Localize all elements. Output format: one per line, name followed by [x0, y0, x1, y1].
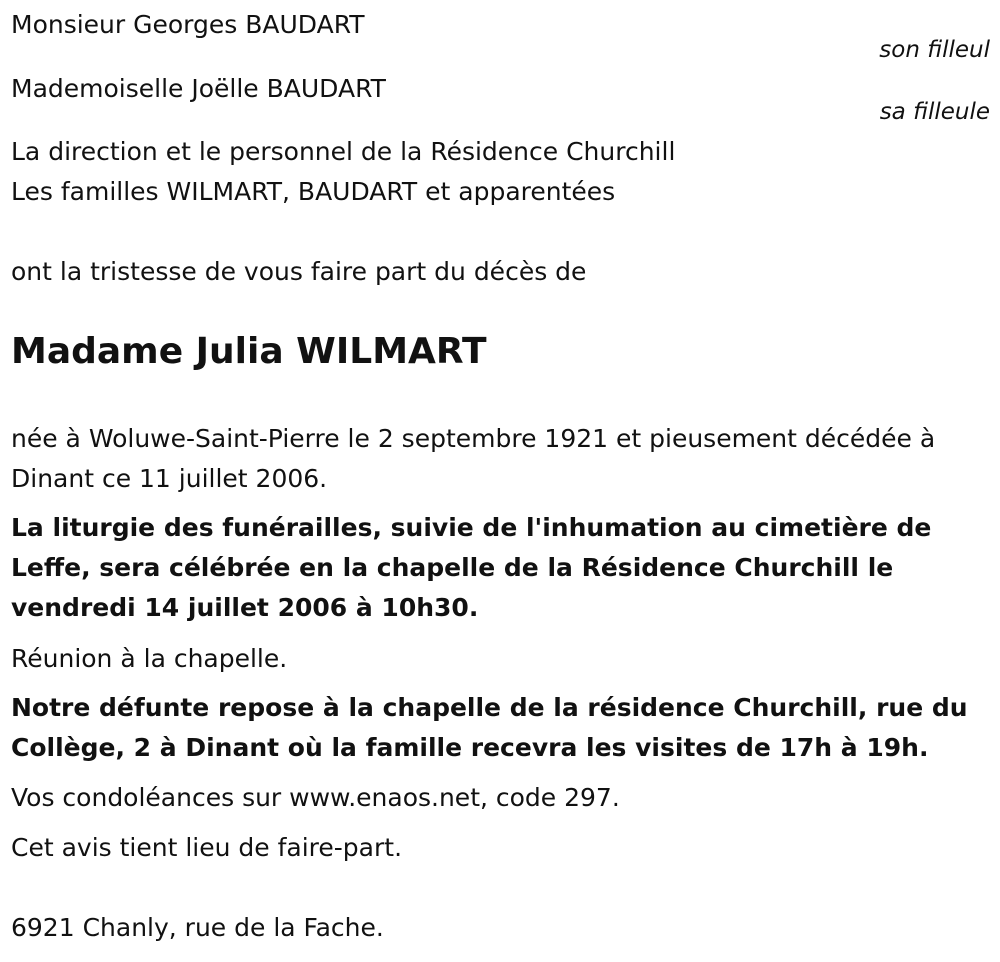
signatory-relation: sa filleule [879, 99, 990, 125]
notice-text: Cet avis tient lieu de faire-part. [11, 833, 403, 862]
birth-death-text: née à Woluwe-Saint-Pierre le 2 septembre 1921 et pieusement décédée à Dinant ce 11 juillet 2006. [11, 424, 936, 493]
address-text: 6921 Chanly, rue de la Fache. [11, 913, 384, 942]
signatory-relation: son filleul [879, 37, 990, 63]
visitation-details: Notre défunte repose à la chapelle de la résidence Churchill, rue du Collège, 2 à Dinant où la famille recevra les visites de 17h à 19h. [11, 693, 968, 762]
meeting-text: Réunion à la chapelle. [11, 644, 288, 673]
funeral-details: La liturgie des funérailles, suivie de l'inhumation au cimetière de Leffe, sera célébrée en la chapelle de la Résidence Churchill le vendredi 14 juillet 2006 à 10h30. [11, 513, 932, 622]
condolences-text: Vos condoléances sur www.enaos.net, code 297. [11, 783, 620, 812]
deceased-name: Madame Julia WILMART [11, 331, 487, 372]
institution-line: La direction et le personnel de la Résidence Churchill [11, 137, 676, 166]
signatory-name: Mademoiselle Joëlle BAUDART [11, 74, 386, 103]
institution-line: Les familles WILMART, BAUDART et apparentées [11, 177, 616, 206]
signatory-name: Monsieur Georges BAUDART [11, 10, 365, 39]
announcement-text: ont la tristesse de vous faire part du décès de [11, 257, 587, 286]
